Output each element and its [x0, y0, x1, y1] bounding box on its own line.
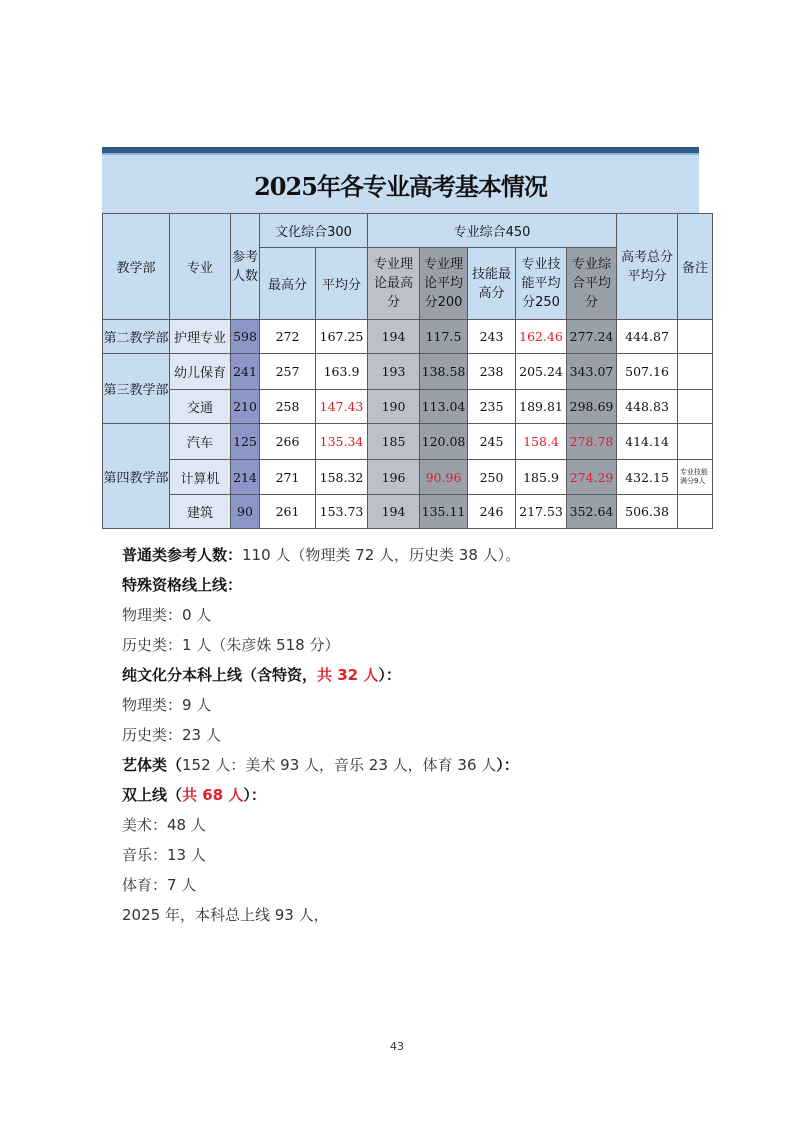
theory-max-cell: 196	[368, 460, 420, 495]
skill-max-cell: 243	[468, 320, 516, 354]
theory-max-cell: 193	[368, 354, 420, 390]
culture-avg-cell: 163.9	[316, 354, 368, 390]
major-cell: 幼儿保育	[170, 354, 231, 390]
major-cell: 建筑	[170, 495, 231, 529]
culture-avg-cell: 158.32	[316, 460, 368, 495]
skill-max-cell: 246	[468, 495, 516, 529]
header-total-avg: 高考总分平均分	[617, 214, 678, 320]
header-note: 备注	[678, 214, 713, 320]
skill-avg-cell: 158.4	[516, 424, 567, 460]
note-cell: 专业技能满分9人	[678, 460, 713, 495]
theory-max-cell: 190	[368, 390, 420, 424]
theory-avg-cell: 138.58	[420, 354, 468, 390]
value: 110 人（物理类 72 人，历史类 38 人）。	[242, 546, 521, 564]
note-cell	[678, 390, 713, 424]
page-number: 43	[390, 1040, 404, 1053]
theory-max-cell: 185	[368, 424, 420, 460]
label-end: ）：	[378, 666, 401, 684]
label: 特殊资格线上线：	[122, 576, 243, 594]
header-count: 参考人数	[231, 214, 260, 320]
label: 普通类参考人数：	[122, 546, 243, 564]
label-end: ）：	[243, 786, 266, 804]
total-avg-cell: 414.14	[617, 424, 678, 460]
culture-avg-cell: 167.25	[316, 320, 368, 354]
dept-cell: 第三教学部	[103, 354, 170, 424]
table-row	[103, 424, 713, 460]
pro-avg-cell: 278.78	[567, 424, 617, 460]
special-history-line: 历史类：1 人（朱彦姝 518 分）	[122, 636, 340, 654]
label: 艺体类（	[122, 756, 183, 774]
culture-max-cell: 271	[260, 460, 316, 495]
double-sports-line: 体育：7 人	[122, 876, 197, 894]
count-cell: 90	[231, 495, 260, 529]
pro-avg-cell: 274.29	[567, 460, 617, 495]
skill-avg-cell: 217.53	[516, 495, 567, 529]
skill-avg-cell: 185.9	[516, 460, 567, 495]
table-row	[103, 320, 713, 354]
count-cell: 210	[231, 390, 260, 424]
theory-max-cell: 194	[368, 495, 420, 529]
header-culture-max: 最高分	[260, 248, 316, 320]
culture-undergrad-heading	[122, 660, 742, 690]
culture-max-cell: 261	[260, 495, 316, 529]
note-cell	[678, 424, 713, 460]
total-avg-cell: 448.83	[617, 390, 678, 424]
dept-cell: 第四教学部	[103, 424, 170, 529]
note-cell	[678, 495, 713, 529]
header-skill-avg: 专业技能平均分250	[516, 248, 567, 320]
highlight: 共 32 人	[317, 666, 379, 684]
culture-avg-cell: 147.43	[316, 390, 368, 424]
skill-avg-cell: 205.24	[516, 354, 567, 390]
general-count-line	[122, 540, 742, 570]
skill-max-cell: 250	[468, 460, 516, 495]
skill-avg-cell: 189.81	[516, 390, 567, 424]
culture-avg-cell: 153.73	[316, 495, 368, 529]
theory-avg-cell: 117.5	[420, 320, 468, 354]
culture-physics-line: 物理类：9 人	[122, 696, 212, 714]
skill-avg-cell: 162.46	[516, 320, 567, 354]
major-cell: 计算机	[170, 460, 231, 495]
header-pro-group: 专业综合450	[368, 214, 617, 248]
summary-text	[122, 540, 742, 930]
total-avg-cell: 444.87	[617, 320, 678, 354]
pro-avg-cell: 298.69	[567, 390, 617, 424]
table-title: 2025年各专业高考基本情况	[254, 171, 547, 201]
theory-avg-cell: 90.96	[420, 460, 468, 495]
count-cell: 241	[231, 354, 260, 390]
table-row	[103, 354, 713, 390]
score-table-image	[102, 147, 709, 525]
label: 纯文化分本科上线（含特资，	[122, 666, 318, 684]
culture-max-cell: 257	[260, 354, 316, 390]
table-row	[103, 495, 713, 529]
theory-avg-cell: 135.11	[420, 495, 468, 529]
major-cell: 交通	[170, 390, 231, 424]
special-line-heading	[122, 570, 742, 600]
dept-cell: 第二教学部	[103, 320, 170, 354]
skill-max-cell: 235	[468, 390, 516, 424]
label-end: ）：	[496, 756, 519, 774]
label: 双上线（	[122, 786, 183, 804]
culture-avg-cell: 135.34	[316, 424, 368, 460]
count-cell: 598	[231, 320, 260, 354]
count-cell: 125	[231, 424, 260, 460]
skill-max-cell: 245	[468, 424, 516, 460]
pro-avg-cell: 352.64	[567, 495, 617, 529]
culture-max-cell: 272	[260, 320, 316, 354]
pro-avg-cell: 277.24	[567, 320, 617, 354]
culture-history-line: 历史类：23 人	[122, 726, 221, 744]
highlight: 共 68 人	[182, 786, 244, 804]
header-pro-avg: 专业综合平均分	[567, 248, 617, 320]
double-music-line: 音乐：13 人	[122, 846, 206, 864]
header-theory-avg: 专业理论平均分200	[420, 248, 468, 320]
culture-max-cell: 266	[260, 424, 316, 460]
culture-max-cell: 258	[260, 390, 316, 424]
theory-avg-cell: 120.08	[420, 424, 468, 460]
header-theory-max: 专业理论最高分	[368, 248, 420, 320]
table-row	[103, 390, 713, 424]
special-physics-line: 物理类：0 人	[122, 606, 212, 624]
note-cell	[678, 354, 713, 390]
header-major: 专业	[170, 214, 231, 320]
table-row	[103, 460, 713, 495]
theory-avg-cell: 113.04	[420, 390, 468, 424]
header-skill-max: 技能最高分	[468, 248, 516, 320]
total-undergrad-line: 2025 年，本科总上线 93 人，	[122, 906, 329, 924]
pro-avg-cell: 343.07	[567, 354, 617, 390]
header-culture-avg: 平均分	[316, 248, 368, 320]
double-line-heading	[122, 780, 742, 810]
arts-sports-heading	[122, 750, 742, 780]
note-cell	[678, 320, 713, 354]
major-cell: 汽车	[170, 424, 231, 460]
total-avg-cell: 506.38	[617, 495, 678, 529]
double-art-line: 美术：48 人	[122, 816, 206, 834]
total-avg-cell: 507.16	[617, 354, 678, 390]
skill-max-cell: 238	[468, 354, 516, 390]
total-avg-cell: 432.15	[617, 460, 678, 495]
major-cell: 护理专业	[170, 320, 231, 354]
header-culture-group: 文化综合300	[260, 214, 368, 248]
header-dept: 教学部	[103, 214, 170, 320]
score-table	[102, 213, 713, 529]
value: 152 人：美术 93 人，音乐 23 人，体育 36 人	[182, 756, 497, 774]
theory-max-cell: 194	[368, 320, 420, 354]
count-cell: 214	[231, 460, 260, 495]
